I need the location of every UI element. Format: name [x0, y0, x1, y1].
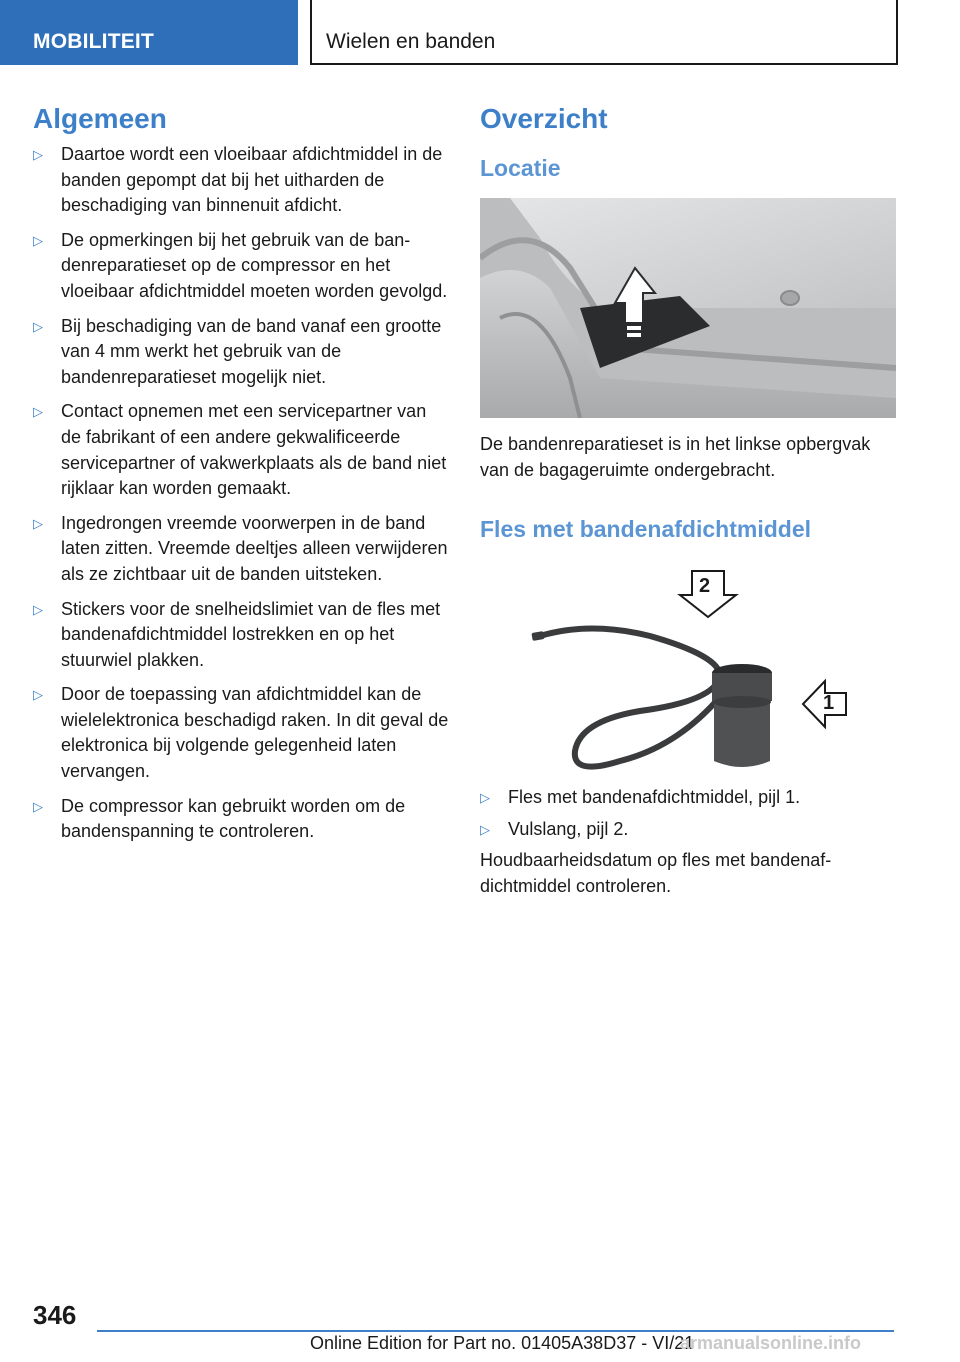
left-column	[33, 100, 451, 854]
bottle-bullet-list	[480, 785, 896, 842]
triangle-bullet-icon: ▷	[33, 318, 43, 334]
triangle-bullet-icon: ▷	[33, 798, 43, 814]
arrow-label-2: 2	[699, 575, 711, 598]
bottle-drawing	[480, 561, 896, 779]
expiry-note: Houdbaarheidsdatum op fles met bandenafdichtmiddel controleren.	[480, 850, 832, 896]
subheading-locatie: Locatie	[480, 155, 561, 181]
triangle-bullet-icon: ▷	[33, 601, 43, 617]
list-item: ▷ Stickers voor de snelheidslimiet van de fles met bandenafdichtmiddel lostrekken en op het stuurwiel plakken.	[33, 598, 441, 670]
sealant-bottle-illustration	[480, 561, 896, 779]
trunk-photo-drawing	[480, 198, 896, 418]
chapter-label: Wielen en banden	[326, 30, 496, 53]
section-label: MOBILITEIT	[33, 30, 154, 53]
list-item: ▷ Door de toepassing van afdichtmiddel kan de wielelektronica beschadigd raken. In dit geval de elektronica bij volgende gelegenheid laten vervangen.	[33, 684, 449, 782]
list-item: ▷ Daartoe wordt een vloeibaar afdichtmiddel in de banden gepompt dat bij het uitharden de beschadiging van binnenuit afdicht.	[33, 144, 443, 216]
triangle-bullet-icon: ▷	[480, 790, 490, 806]
location-description: De bandenreparatieset is in het linkse opbergvak van de bagageruimte ondergebracht.	[480, 434, 871, 480]
section-tab	[0, 0, 298, 65]
list-item: ▷ Fles met bandenafdichtmiddel, pijl 1.	[480, 785, 896, 811]
triangle-bullet-icon: ▷	[480, 821, 490, 837]
general-bullet-list	[33, 142, 451, 845]
trunk-compartment-photo	[480, 198, 896, 418]
list-item: ▷ De compressor kan gebruikt worden om de bandenspanning te controleren.	[33, 795, 406, 842]
edition-note: Online Edition for Part no. 01405A38D37 - VI/21	[310, 1333, 695, 1353]
triangle-bullet-icon: ▷	[33, 404, 43, 420]
triangle-bullet-icon: ▷	[33, 515, 43, 531]
list-item: ▷ Vulslang, pijl 2.	[480, 817, 896, 843]
section-title-algemeen: Algemeen	[33, 103, 167, 134]
watermark: armanualsonline.info	[680, 1333, 862, 1353]
list-item: ▷ Ingedrongen vreemde voorwerpen in de band laten zitten. Vreemde deeltjes alleen verwijderen als ze zichtbaar uit de banden uitsteken.	[33, 512, 448, 584]
list-item: ▷ De opmerkingen bij het gebruik van de bandenreparatieset op de compressor en het vloeibaar afdichtmiddel moeten worden gevolgd.	[33, 229, 448, 301]
right-column	[480, 100, 896, 900]
triangle-bullet-icon: ▷	[33, 147, 43, 162]
page-number: 346	[33, 1300, 77, 1330]
arrow-label-1: 1	[823, 692, 835, 715]
list-item: ▷ Bij beschadiging van de band vanaf een grootte van 4 mm werkt het gebruik van de bandenreparatieset mogelijk niet.	[33, 315, 442, 387]
chapter-tab	[310, 0, 898, 65]
footer-divider	[97, 1330, 894, 1332]
section-title-overzicht: Overzicht	[480, 103, 608, 134]
subheading-fles: Fles met bandenafdichtmiddel	[480, 516, 811, 543]
triangle-bullet-icon: ▷	[33, 687, 43, 703]
triangle-bullet-icon: ▷	[33, 232, 43, 248]
list-item: ▷ Contact opnemen met een servicepartner van de fabrikant of een andere gekwalificeerde servicepartner of vakwerkplaats als de band niet rijklaar kan worden gemaakt.	[33, 401, 447, 499]
